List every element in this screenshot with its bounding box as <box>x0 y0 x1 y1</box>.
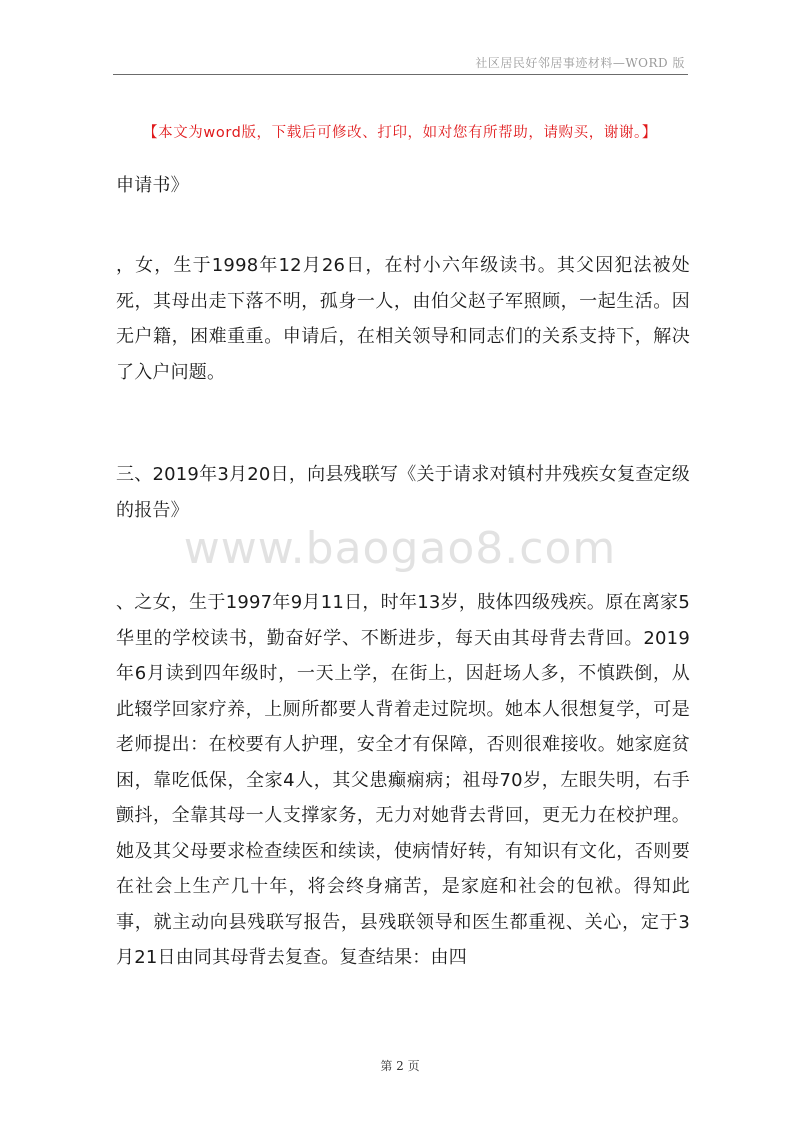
page-number: 第 2 页 <box>380 1059 420 1073</box>
header-divider <box>113 74 688 75</box>
paragraph-household-registration: ，女，生于1998年12月26日，在村小六年级读书。其父因犯法被处死，其母出走下落不明，孤身一人，由伯父赵子军照顾，一起生活。因无户籍，困难重重。申请后，在相关领导和同志们的关系支持下，解决了入户问题。 <box>116 255 690 383</box>
site-watermark: www.baogao8.com <box>183 523 617 574</box>
paragraph-application-title: 申请书》 <box>116 175 189 196</box>
paragraph-report-heading: 三、2019年3月20日，向县残联写《关于请求对镇村井残疾女复查定级的报告》 <box>116 464 690 521</box>
paragraph-disability-case: 、之女，生于1997年9月11日，时年13岁，肢体四级残疾。原在离家5华里的学校读书，勤奋好学、不断进步，每天由其母背去背回。2019年6月读到四年级时，一天上学，在街上，因赶场人多，不慎跌倒，从此辍学回家疗养，上厕所都要人背着走过院坝。她本人很想复学，可是老师提出：在校要有人护理，安全才有保障，否则很难接收。她家庭贫困，靠吃低保，全家4人，其父患癫痫病；祖母70岁，左眼失明，右手颤抖，全靠其母一人支撑家务，无力对她背去背回，更无力在校护理。她及其父母要求检查续医和续读，使病情好转，有知识有文化，否则要在社会上生产几十年，将会终身痛苦，是家庭和社会的包袱。得知此事，就主动向县残联写报告，县残联领导和医生都重视、关心，定于3月21日由同其母背去复查。复查结果：由四 <box>116 592 690 968</box>
purchase-notice: 【本文为word版，下载后可修改、打印，如对您有所帮助，请购买，谢谢。】 <box>143 125 657 141</box>
page-header-title: 社区居民好邻居事迹材料—WORD 版 <box>475 56 685 70</box>
